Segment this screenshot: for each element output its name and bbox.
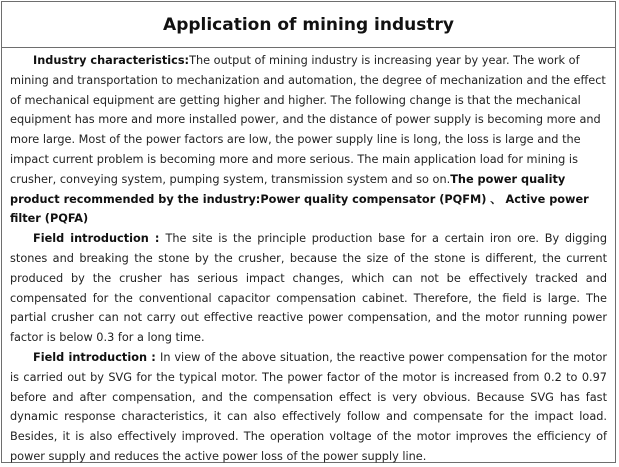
field-introduction-paragraph-1 bbox=[10, 229, 607, 348]
recommended-label: The power quality product recommended by the industry: bbox=[10, 172, 566, 206]
recommended-products: Power quality compensator (PQFM) 、 Active power filter (PQFA) bbox=[10, 192, 589, 226]
field-introduction-text-1: The site is the principle production base for a certain iron ore. By digging stones and breaking the stone by the crusher, because the size of the stone is different, the current produced by the crusher has serious impact changes, which can not be effectively tracked and compensated for the conventional capacitor compensation cabinet. Therefore, the field is large. The partial crusher can not carry out effective reactive power compensation, and the motor running power factor is below 0.3 for a long time. bbox=[10, 232, 607, 345]
page-title: Application of mining industry bbox=[163, 14, 454, 35]
industry-characteristics-paragraph bbox=[10, 51, 607, 229]
field-introduction-heading-2: Field introduction : bbox=[33, 350, 160, 364]
field-introduction-text-2: In view of the above situation, the reactive power compensation for the motor is carried out by SVG for the typical motor. The power factor of the motor is increased from 0.2 to 0.97 before and after compensation, and the compensation effect is very obvious. Because SVG has fast dynamic response characteristics, it can also effectively follow and compensate for the impact load. Besides, it is also effectively improved. The operation voltage of the motor improves the efficiency of power supply and reduces the active power loss of the power supply line. bbox=[10, 350, 607, 463]
industry-characteristics-heading: Industry characteristics: bbox=[33, 54, 190, 67]
field-introduction-paragraph-2 bbox=[10, 348, 607, 467]
title-row bbox=[2, 2, 615, 48]
field-introduction-heading-1: Field introduction : bbox=[33, 232, 166, 246]
document-body bbox=[2, 48, 615, 467]
document-table bbox=[1, 1, 616, 463]
industry-characteristics-text: The output of mining industry is increasing year by year. The work of mining and transportation to mechanization and automation, the degree of mechanization and the effect of mechanical equipment are getting higher and higher. The following change is that the mechanical equipment has more and more installed power, and the distance of power supply is becoming more and more large. Most of the power factors are low, the power supply line is long, the loss is large and the impact current problem is becoming more and more serious. The main application load for mining is crusher, conveying system, pumping system, transmission system and so on. bbox=[10, 54, 606, 186]
